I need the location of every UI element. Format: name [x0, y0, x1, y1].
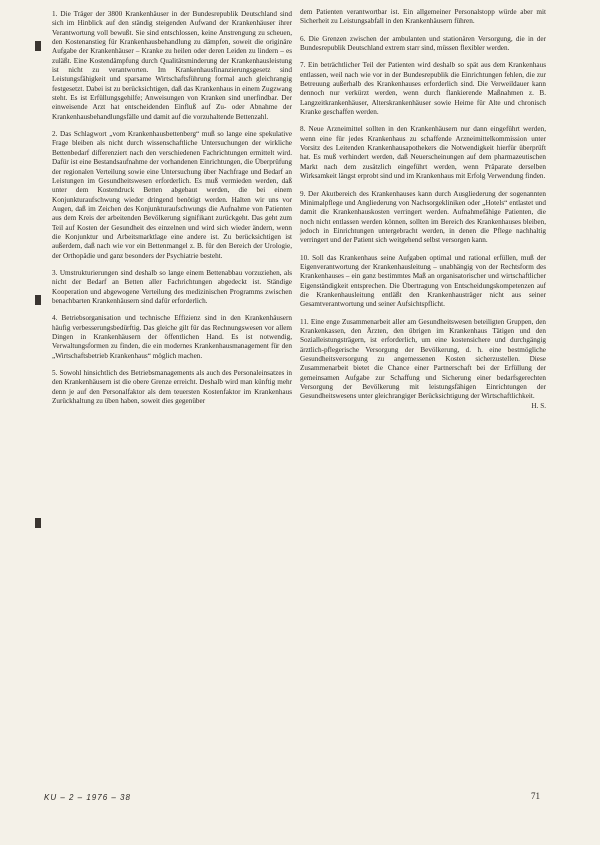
paragraph-6: 6. Die Grenzen zwischen der ambulanten und stationären Versorgung, die in der Bundesrepublik Deutschland extrem starr sind, müssen flexibler werden.: [300, 34, 546, 53]
paragraph-7: 7. Ein beträchtlicher Teil der Patienten wird deshalb so spät aus dem Krankenhaus entlassen, weil nach wie vor in der Bundesrepublik die Einrichtungen fehlen, die zur Betreuung außerhalb des Krankenhauses erforderlich sind. Die Verweildauer kann dennoch nur verkürzt werden, wenn durch flankierende Maßnahmen z. B. Langzeitkrankenhäuser, Alterskrankenhäuser sowie Heime für Alte und chronisch Kranke geschaffen werden.: [300, 61, 546, 117]
signature-line: [300, 402, 546, 411]
right-column: [300, 8, 546, 419]
paragraph-2: 2. Das Schlagwort „vom Krankenhausbettenberg“ muß so lange eine spekulative Frage bleiben als nicht durch wissenschaftliche Untersuchungen der wirkliche Bettenbedarf differenziert nach den verschiedenen Fachrichtungen ermittelt wird. Dafür ist eine Bestandsaufnahme der vorhandenen Einrichtungen, die Überprüfung der regionalen Verteilung sowie eine Untersuchung über Nachfrage und Bedarf an Leistungen im Gesundheitswesen erforderlich. Es muß vermieden werden, daß unter dem Kostendruck Betten abgebaut werden, die bei einem Konjunkturaufschwung wieder dringend benötigt werden. Halten wir uns vor Augen, daß im Zeichen des Konjunkturaufschwungs die Aufnahme von Patienten aus dem Kreis der arbeitenden Bevölkerung signifikant zurückgeht. Das geht zum Teil auf Kosten der Gesundheit des einzelnen und wird sich wieder ändern, wenn die Konjunktur und Arbeitsmarktlage eine andere ist. Zu berücksichtigen ist außerdem, daß nach wie vor ein Bettenmangel z. B. für den Bereich der Urologie, der Orthopädie und ganz besonders der Psychiatrie besteht.: [52, 130, 292, 260]
paragraph-8: 8. Neue Arzneimittel sollten in den Krankenhäusern nur dann eingeführt werden, wenn eine für jedes Krankenhaus zu schaffende Arzneimittelkommission unter Vorsitz des Leitenden Krankenhausapothekers die Notwendigkeit hierfür überprüft hat. Es muß verhindert werden, daß Neuerscheinungen auf dem pharmazeutischen Markt nach dem zusätzlich eingeführt werden, wenn Präparate derselben Wirksamkeit längst erprobt sind und im Krankenhaus mit Erfolg Verwendung finden.: [300, 125, 546, 181]
paragraph-10: 10. Soll das Krankenhaus seine Aufgaben optimal und rational erfüllen, muß der Eigenverantwortung der Krankenhausleitung – unabhängig von der Rechtsform des Krankenhauses – ein ganz bestimmtes Maß an organisatorischer und wirtschaftlicher Eigenständigkeit entsprechen. Die Übertragung von Entscheidungskompetenzen auf die Krankenhausleitung entläßt den Krankenhausträger nicht aus seiner Gesamtverantwortung und seiner Aufsichtspflicht.: [300, 253, 546, 309]
paragraph-5: 5. Sowohl hinsichtlich des Betriebsmanagements als auch des Personaleinsatzes in den Krankenhäusern ist die obere Grenze erreicht. Deshalb wird man künftig mehr denn je auf den Personalfaktor als dem teuersten Kostenfaktor im Krankenhaus Zurückhaltung zu üben haben, soweit dies gegenüber: [52, 369, 292, 406]
paragraph-4: 4. Betriebsorganisation und technische Effizienz sind in den Krankenhäusern häufig verbesserungsbedürftig. Das gleiche gilt für das Rechnungswesen vor allem Dingen in Krankenhäusern der öffentlichen Hand. Es ist notwendig, Verwaltungsformen zu finden, die ein modernes Krankenhausmanagement für den „Wirtschaftsbetrieb Krankenhaus“ möglich machen.: [52, 314, 292, 360]
paragraph-5-continued: dem Patienten verantwortbar ist. Ein allgemeiner Personalstopp würde aber mit Sicherheit zu Leistungsabfall in den Krankenhäusern führen.: [300, 8, 546, 26]
journal-reference: KU – 2 – 1976 – 38: [44, 793, 131, 802]
left-column: [52, 10, 292, 414]
author-signature: H. S.: [531, 401, 546, 410]
paragraph-1: 1. Die Träger der 3800 Krankenhäuser in der Bundesrepublik Deutschland sind sich im Hinblick auf den ständig steigenden Aufwand der Krankenhäuser ihrer Verantwortung voll bewußt. Sie sind entschlossen, keine Anstrengung zu scheuen, den Kostenanstieg für Krankenhausbehandlung zu dämpfen, soweit die originäre Aufgabe der Krankenhäuser – Kranke zu heilen oder deren Leiden zu lindern – es zuläßt. Eine Kostendämpfung durch Qualitätsminderung der Krankenhausleistung ist nicht zu verantworten. Im Krankenhausfinanzierungsgesetz sind Leistungsfähigkeit und sparsame Wirtschaftsführung formal auch gleichrangig festgesetzt. Dabei ist zu berücksichtigen, daß das Krankenhaus in einem Zugzwang steht. Es ist Erfüllungsgehilfe; Anweisungen von Kranken sind unerfindbar. Der einweisende Arzt hat entscheidenden Einfluß auf Zu- oder Abnahme der Krankenhausbehandlungsfälle und damit auf die vorzuhaltende Bettenzahl.: [52, 10, 292, 121]
binding-mark: [35, 518, 41, 528]
page-number: 71: [531, 791, 540, 801]
paragraph-11-text: 11. Eine enge Zusammenarbeit aller am Gesundheitswesen beteiligten Gruppen, den Krankenkassen, den Ärzten, den übrigen im Krankenhaus Tätigen und den Sozialleistungsträgern, ist erforderlich, um eine kostensichere und durchgängig ärztlich-pflegerische Versorgung der Bevölkerung, d. h. eine bestmögliche Gesundheitsversorgung zu angemessenen Kosten sicherzustellen. Diese Zusammenarbeit bietet die Chance einer Partnerschaft bei der Erfüllung der gemeinsamen Aufgabe zur Schaffung und Sicherung einer bedarfsgerechten Versorgung der Bevölkerung mit leistungsfähigen Einrichtungen der Gesundheitswesens unter gleichrangiger Berücksichtigung der Wirtschaftlichkeit.: [300, 317, 546, 401]
paragraph-11: [300, 318, 546, 411]
binding-mark: [35, 295, 41, 305]
paragraph-3: 3. Umstrukturierungen sind deshalb so lange einem Bettenabbau vorzuziehen, als nicht der Bedarf an Betten aller Fachrichtungen abgedeckt ist. Ständige Kooperation und abgewogene Verteilung des medizinischen Programms zwischen benachbarten Krankenhäusern sind dafür erforderlich.: [52, 268, 292, 305]
binding-mark: [35, 41, 41, 51]
paragraph-9: 9. Der Akutbereich des Krankenhauses kann durch Ausgliederung der sogenannten Minimalpflege und Angliederung von Nachsorgekliniken oder „Hotels“ entlastet und damit die Krankenhauskosten verringert werden. Aufnahmefähige Patienten, die noch nicht entlassen werden können, sollten im Bereich des Krankenhauses bleiben, jedoch in Einrichtungen untergebracht werden, in denen die Pflege nachhaltig verringert und der Patient sich weitgehend selbst versorgen kann.: [300, 189, 546, 245]
